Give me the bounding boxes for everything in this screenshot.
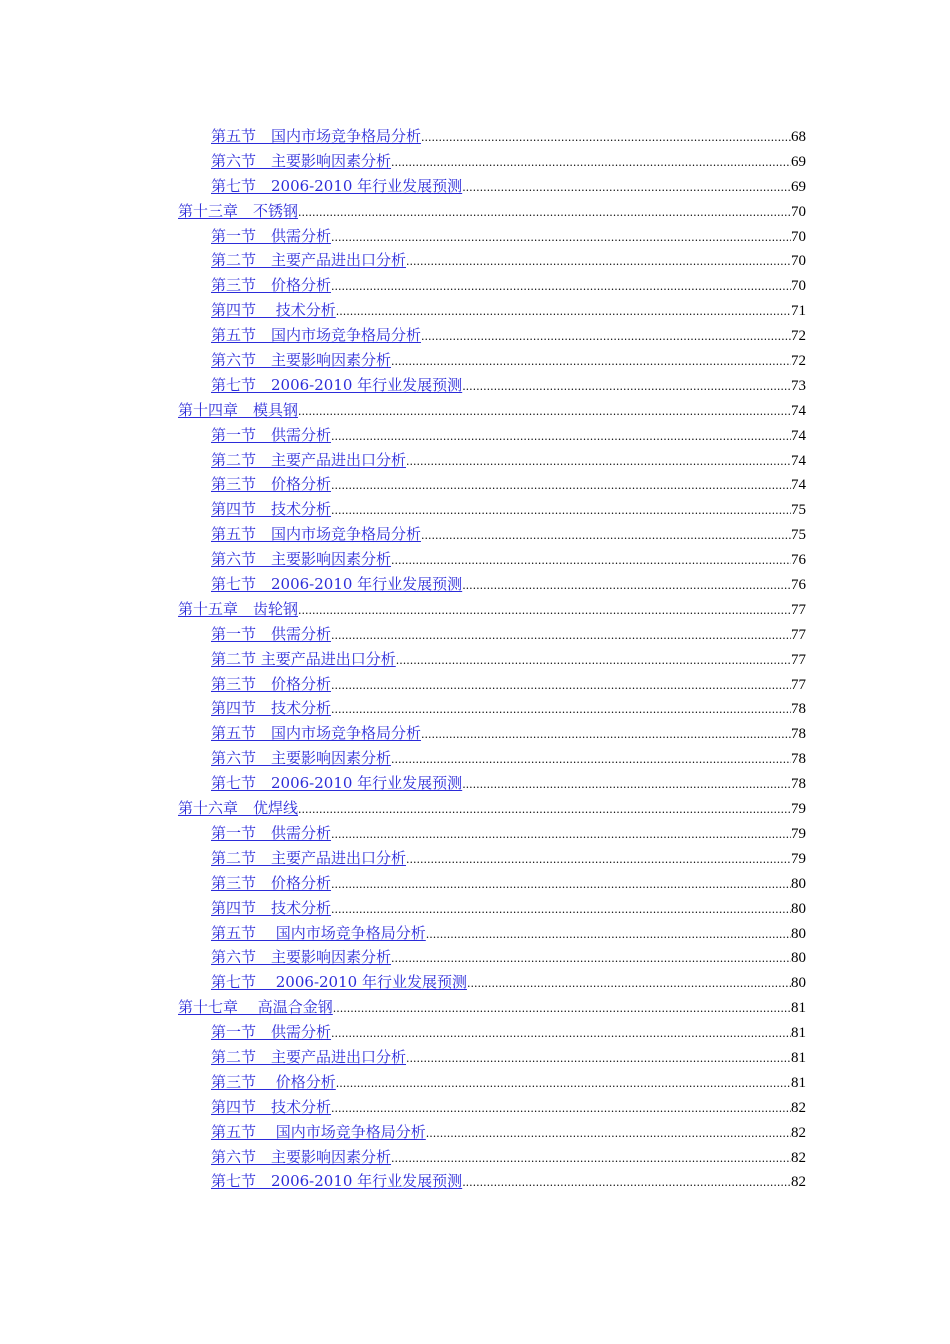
dot-leader [331, 499, 791, 524]
toc-section-entry[interactable] [211, 1145, 806, 1170]
dot-leader [467, 972, 791, 997]
toc-entry-link[interactable]: 第五节 国内市场竞争格局分析 [211, 724, 422, 743]
toc-section-entry[interactable] [211, 1045, 806, 1070]
toc-entry-link[interactable]: 第二节 主要产品进出口分析 [211, 450, 407, 469]
toc-section-entry[interactable] [211, 497, 806, 522]
toc-section-entry[interactable] [211, 821, 806, 846]
page-number: 74 [791, 427, 806, 444]
page-number: 82 [791, 1124, 806, 1141]
page-number: 82 [791, 1099, 806, 1116]
page-number: 81 [791, 1074, 806, 1091]
page-number: 79 [791, 801, 806, 818]
dot-leader [421, 524, 791, 549]
dot-leader [333, 997, 791, 1022]
dot-leader [426, 923, 791, 948]
dot-leader [391, 947, 791, 972]
toc-entry-link[interactable]: 第二节 主要产品进出口分析 [211, 251, 407, 270]
toc-section-entry[interactable] [211, 771, 806, 796]
page-number: 82 [791, 1174, 806, 1191]
dot-leader [406, 1047, 791, 1072]
toc-entry-link[interactable]: 第一节 供需分析 [211, 425, 332, 444]
page-number: 82 [791, 1149, 806, 1166]
page-number: 70 [791, 203, 806, 220]
page-number: 77 [791, 676, 806, 693]
dot-leader [421, 126, 791, 151]
toc-section-entry[interactable] [211, 921, 806, 946]
page-number: 70 [791, 278, 806, 295]
page-number: 72 [791, 328, 806, 345]
toc-section-entry[interactable] [211, 1070, 806, 1095]
page-number: 77 [791, 601, 806, 618]
toc-section-entry[interactable] [211, 970, 806, 995]
toc-section-entry[interactable] [211, 248, 806, 273]
page-number: 81 [791, 1000, 806, 1017]
dot-leader [421, 723, 791, 748]
page-number: 74 [791, 477, 806, 494]
toc-entry-link[interactable]: 第六节 主要影响因素分析 [211, 749, 392, 768]
dot-leader [406, 250, 791, 275]
page-number: 79 [791, 850, 806, 867]
toc-chapter-entry[interactable] [178, 597, 806, 622]
toc-section-entry[interactable] [211, 149, 806, 174]
dot-leader [336, 300, 791, 325]
toc-entry-link[interactable]: 第三节 价格分析 [211, 276, 332, 295]
dot-leader [331, 674, 791, 699]
toc-entry-link[interactable]: 第一节 供需分析 [211, 823, 332, 842]
toc-entry-link[interactable]: 第二节 主要产品进出口分析 [211, 1047, 407, 1066]
page-number: 72 [791, 353, 806, 370]
dot-leader [421, 325, 791, 350]
dot-leader [391, 350, 791, 375]
dot-leader [331, 226, 791, 251]
page-number: 78 [791, 751, 806, 768]
page-number: 70 [791, 253, 806, 270]
toc-section-entry[interactable] [211, 522, 806, 547]
dot-leader [426, 1122, 791, 1147]
toc-section-entry[interactable] [211, 298, 806, 323]
toc-entry-link[interactable]: 第十六章 优焊线 [178, 799, 299, 818]
dot-leader [298, 599, 791, 624]
toc-section-entry[interactable] [211, 696, 806, 721]
dot-leader [331, 898, 791, 923]
toc-section-entry[interactable] [211, 224, 806, 249]
page-number: 81 [791, 1049, 806, 1066]
toc-section-entry[interactable] [211, 622, 806, 647]
dot-leader [298, 400, 791, 425]
dot-leader [331, 698, 791, 723]
dot-leader [331, 1022, 791, 1047]
toc-section-entry[interactable] [211, 273, 806, 298]
toc-section-entry[interactable] [211, 448, 806, 473]
dot-leader [336, 1072, 791, 1097]
dot-leader [396, 649, 791, 674]
toc-entry-link[interactable]: 第三节 价格分析 [211, 674, 332, 693]
dot-leader [331, 275, 791, 300]
toc-chapter-entry[interactable] [178, 995, 806, 1020]
dot-leader [331, 474, 791, 499]
toc-section-entry[interactable] [211, 746, 806, 771]
toc-entry-link[interactable]: 第一节 供需分析 [211, 1023, 332, 1042]
page-number: 69 [791, 178, 806, 195]
toc-entry-link[interactable]: 第六节 主要影响因素分析 [211, 948, 392, 967]
toc-entry-link[interactable]: 第一节 供需分析 [211, 624, 332, 643]
toc-entry-link[interactable]: 第三节 价格分析 [211, 475, 332, 494]
toc-entry-link[interactable]: 第四节 技术分析 [211, 301, 336, 320]
page-number: 80 [791, 875, 806, 892]
toc-section-entry[interactable] [211, 124, 806, 149]
toc-entry-link[interactable]: 第四节 技术分析 [211, 898, 332, 917]
toc-section-entry[interactable] [211, 572, 806, 597]
toc-section-entry[interactable] [211, 373, 806, 398]
toc-entry-link[interactable]: 第十三章 不锈钢 [178, 201, 299, 220]
page-number: 76 [791, 552, 806, 569]
page-number: 75 [791, 502, 806, 519]
page-number: 74 [791, 402, 806, 419]
toc-section-entry[interactable] [211, 423, 806, 448]
toc-entry-link[interactable]: 第四节 技术分析 [211, 699, 332, 718]
toc-entry-link[interactable]: 第二节 主要产品进出口分析 [211, 649, 396, 668]
toc-section-entry[interactable] [211, 1169, 806, 1194]
page-number: 80 [791, 950, 806, 967]
dot-leader [462, 574, 791, 599]
page-number: 81 [791, 1025, 806, 1042]
toc-entry-link[interactable]: 第三节 价格分析 [211, 873, 332, 892]
page-number: 80 [791, 925, 806, 942]
page-number: 78 [791, 776, 806, 793]
toc-section-entry[interactable] [211, 896, 806, 921]
dot-leader [331, 1097, 791, 1122]
toc-entry-link[interactable]: 第四节 技术分析 [211, 1097, 332, 1116]
page-number: 78 [791, 726, 806, 743]
toc-chapter-entry[interactable] [178, 199, 806, 224]
toc-entry-link[interactable]: 第一节 供需分析 [211, 226, 332, 245]
page-number: 77 [791, 651, 806, 668]
dot-leader [406, 450, 791, 475]
toc-entry-link[interactable]: 第六节 主要影响因素分析 [211, 151, 392, 170]
page-number: 80 [791, 900, 806, 917]
dot-leader [298, 201, 791, 226]
toc-chapter-entry[interactable] [178, 796, 806, 821]
toc-entry-link[interactable]: 第四节 技术分析 [211, 500, 332, 519]
toc-entry-link[interactable]: 第十七章 高温合金钢 [178, 998, 333, 1017]
page-number: 78 [791, 701, 806, 718]
toc-entry-link[interactable]: 第十四章 模具钢 [178, 400, 299, 419]
toc-section-entry[interactable] [211, 323, 806, 348]
toc-entry-link[interactable]: 第六节 主要影响因素分析 [211, 550, 392, 569]
toc-chapter-entry[interactable] [178, 398, 806, 423]
dot-leader [462, 1171, 791, 1196]
toc-section-entry[interactable] [211, 348, 806, 373]
dot-leader [462, 375, 791, 400]
toc-entry-link[interactable]: 第五节 国内市场竞争格局分析 [211, 326, 422, 345]
dot-leader [391, 748, 791, 773]
dot-leader [331, 425, 791, 450]
toc-entry-link[interactable]: 第七节 2006-2010 年行业发展预测 [211, 973, 467, 992]
page-number: 76 [791, 577, 806, 594]
toc-entry-link[interactable]: 第五节 国内市场竞争格局分析 [211, 127, 422, 145]
toc-section-entry[interactable] [211, 1095, 806, 1120]
page-number: 77 [791, 626, 806, 643]
toc-entry-link[interactable]: 第七节 2006-2010 年行业发展预测 [211, 774, 463, 793]
page-number: 73 [791, 377, 806, 394]
toc-section-entry[interactable] [211, 1120, 806, 1145]
dot-leader [391, 1147, 791, 1172]
page-number: 70 [791, 228, 806, 245]
dot-leader [298, 798, 791, 823]
dot-leader [331, 873, 791, 898]
toc-entry-link[interactable]: 第五节 国内市场竞争格局分析 [211, 923, 426, 942]
page-number: 79 [791, 825, 806, 842]
toc-section-entry[interactable] [211, 672, 806, 697]
page-number: 71 [791, 303, 806, 320]
toc-entry-link[interactable]: 第七节 2006-2010 年行业发展预测 [211, 176, 463, 195]
toc-section-entry[interactable] [211, 871, 806, 896]
page-number: 68 [791, 129, 806, 145]
dot-leader [406, 848, 791, 873]
toc-entry-link[interactable]: 第七节 2006-2010 年行业发展预测 [211, 1172, 463, 1191]
toc-section-entry[interactable] [211, 721, 806, 746]
toc-section-entry[interactable] [211, 547, 806, 572]
table-of-contents [178, 124, 806, 1194]
toc-entry-link[interactable]: 第七节 2006-2010 年行业发展预测 [211, 375, 463, 394]
dot-leader [331, 624, 791, 649]
toc-section-entry[interactable] [211, 945, 806, 970]
toc-entry-link[interactable]: 第六节 主要影响因素分析 [211, 1147, 392, 1166]
dot-leader [462, 773, 791, 798]
page-number: 74 [791, 452, 806, 469]
toc-entry-link[interactable]: 第三节 价格分析 [211, 1072, 336, 1091]
toc-section-entry[interactable] [211, 472, 806, 497]
dot-leader [391, 549, 791, 574]
toc-entry-link[interactable]: 第五节 国内市场竞争格局分析 [211, 525, 422, 544]
toc-entry-link[interactable]: 第六节 主要影响因素分析 [211, 351, 392, 370]
page-number: 69 [791, 153, 806, 170]
page-number: 80 [791, 975, 806, 992]
toc-section-entry[interactable] [211, 647, 806, 672]
dot-leader [391, 151, 791, 176]
toc-entry-link[interactable]: 第七节 2006-2010 年行业发展预测 [211, 575, 463, 594]
dot-leader [331, 823, 791, 848]
toc-entry-link[interactable]: 第五节 国内市场竞争格局分析 [211, 1122, 426, 1141]
toc-section-entry[interactable] [211, 846, 806, 871]
toc-section-entry[interactable] [211, 1020, 806, 1045]
toc-section-entry[interactable] [211, 174, 806, 199]
toc-entry-link[interactable]: 第十五章 齿轮钢 [178, 599, 299, 618]
dot-leader [462, 176, 791, 201]
toc-entry-link[interactable]: 第二节 主要产品进出口分析 [211, 848, 407, 867]
page-number: 75 [791, 527, 806, 544]
